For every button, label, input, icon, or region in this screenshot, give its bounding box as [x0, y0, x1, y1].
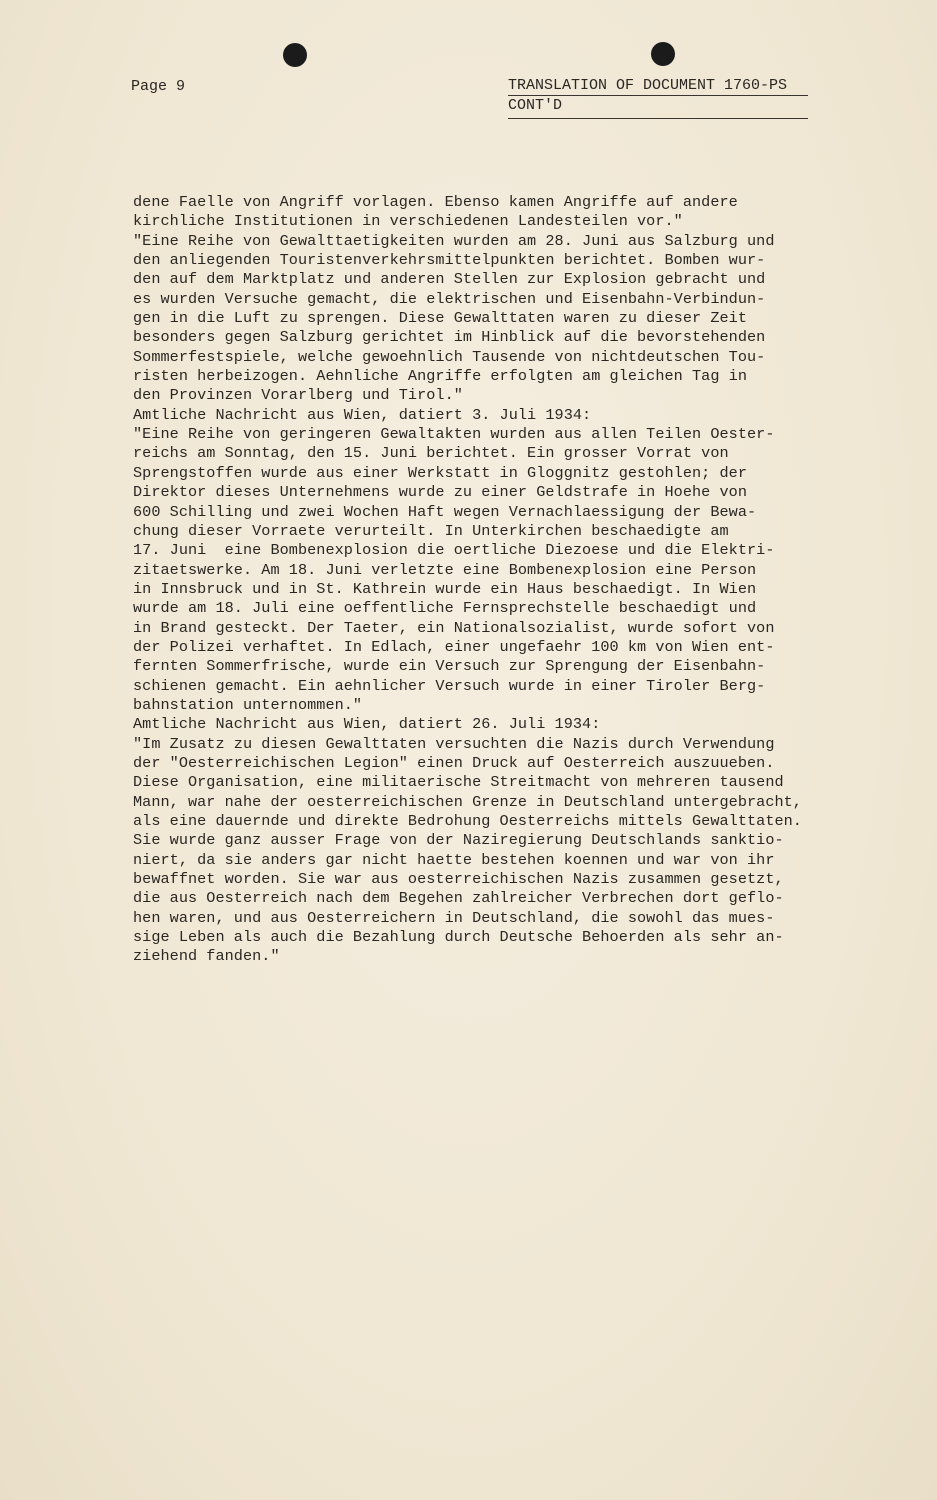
- document-title-line-1: TRANSLATION OF DOCUMENT 1760-PS: [508, 76, 808, 96]
- text-line: bahnstation unternommen.": [133, 695, 363, 714]
- text-line: schienen gemacht. Ein aehnlicher Versuch wurde in einer Tiroler Berg-: [133, 676, 766, 695]
- document-title: [508, 76, 808, 119]
- document-title-line-2: CONT'D: [508, 97, 563, 114]
- text-line: dene Faelle von Angriff vorlagen. Ebenso kamen Angriffe auf andere: [133, 193, 738, 211]
- text-line: "Eine Reihe von geringeren Gewaltakten wurden aus allen Teilen Oester-: [133, 425, 775, 444]
- text-line: in Innsbruck und in St. Kathrein wurde ein Haus beschaedigt. In Wien: [133, 579, 757, 598]
- text-line: Amtliche Nachricht aus Wien, datiert 26. Juli 1934:: [133, 715, 601, 734]
- text-line: den anliegenden Touristenverkehrsmittelpunkten berichtet. Bomben wur-: [133, 251, 766, 270]
- text-line: bewaffnet worden. Sie war aus oesterreichischen Nazis zusammen gesetzt,: [133, 870, 784, 889]
- text-line: Sommerfestspiele, welche gewoehnlich Tausende von nichtdeutschen Tou-: [133, 347, 766, 366]
- text-line: es wurden Versuche gemacht, die elektrischen und Eisenbahn-Verbindun-: [133, 289, 766, 308]
- text-line: Diese Organisation, eine militaerische Streitmacht von mehreren tausend: [133, 773, 784, 792]
- punch-hole-left: [283, 43, 307, 67]
- text-line: der Polizei verhaftet. In Edlach, einer ungefaehr 100 km von Wien ent-: [133, 637, 775, 656]
- text-line: hen waren, und aus Oesterreichern in Deutschland, die sowohl das mues-: [133, 908, 775, 927]
- text-line: gen in die Luft zu sprengen. Diese Gewalttaten waren zu dieser Zeit: [133, 309, 747, 328]
- document-body: [133, 193, 843, 967]
- text-line: zitaetswerke. Am 18. Juni verletzte eine Bombenexplosion eine Person: [133, 560, 757, 579]
- text-line: sige Leben als auch die Bezahlung durch Deutsche Behoerden als sehr an-: [133, 928, 784, 947]
- text-line: der "Oesterreichischen Legion" einen Druck auf Oesterreich auszuueben.: [133, 753, 775, 772]
- text-line: 17. Juni eine Bombenexplosion die oertliche Diezoese und die Elektri-: [133, 541, 775, 560]
- text-line: 600 Schilling und zwei Wochen Haft wegen Vernachlaessigung der Bewa-: [133, 502, 757, 521]
- page-number: Page 9: [131, 78, 186, 95]
- text-line: kirchliche Institutionen in verschiedenen Landesteilen vor.": [133, 212, 683, 231]
- punch-hole-right: [651, 42, 675, 66]
- text-line: risten herbeizogen. Aehnliche Angriffe erfolgten am gleichen Tag in: [133, 367, 747, 386]
- text-line: Amtliche Nachricht aus Wien, datiert 3. Juli 1934:: [133, 405, 592, 424]
- text-line: Sprengstoffen wurde aus einer Werkstatt in Gloggnitz gestohlen; der: [133, 463, 747, 482]
- text-line: den Provinzen Vorarlberg und Tirol.": [133, 386, 463, 405]
- text-line: Mann, war nahe der oesterreichischen Grenze in Deutschland untergebracht,: [133, 792, 802, 811]
- text-line: "Im Zusatz zu diesen Gewalttaten versuchten die Nazis durch Verwendung: [133, 734, 775, 753]
- text-line: fernten Sommerfrische, wurde ein Versuch zur Sprengung der Eisenbahn-: [133, 657, 766, 676]
- text-line: Direktor dieses Unternehmens wurde zu einer Geldstrafe in Hoehe von: [133, 483, 747, 502]
- text-line: als eine dauernde und direkte Bedrohung Oesterreichs mittels Gewalttaten.: [133, 812, 802, 830]
- text-line: in Brand gesteckt. Der Taeter, ein Nationalsozialist, wurde sofort von: [133, 618, 775, 637]
- text-line: besonders gegen Salzburg gerichtet im Hinblick auf die bevorstehenden: [133, 328, 766, 347]
- text-line: die aus Oesterreich nach dem Begehen zahlreicher Verbrechen dort geflo-: [133, 889, 784, 908]
- text-line: ziehend fanden.": [133, 947, 280, 966]
- text-line: chung dieser Vorraete verurteilt. In Unterkirchen beschaedigte am: [133, 521, 729, 540]
- text-line: niert, da sie anders gar nicht haette bestehen koennen und war von ihr: [133, 850, 775, 869]
- text-line: wurde am 18. Juli eine oeffentliche Fernsprechstelle beschaedigt und: [133, 599, 757, 618]
- text-line: den auf dem Marktplatz und anderen Stellen zur Explosion gebracht und: [133, 270, 766, 289]
- text-line: reichs am Sonntag, den 15. Juni berichtet. Ein grosser Vorrat von: [133, 444, 729, 463]
- text-line: Sie wurde ganz ausser Frage von der Naziregierung Deutschlands sanktio-: [133, 831, 784, 850]
- text-line: "Eine Reihe von Gewalttaetigkeiten wurden am 28. Juni aus Salzburg und: [133, 231, 775, 250]
